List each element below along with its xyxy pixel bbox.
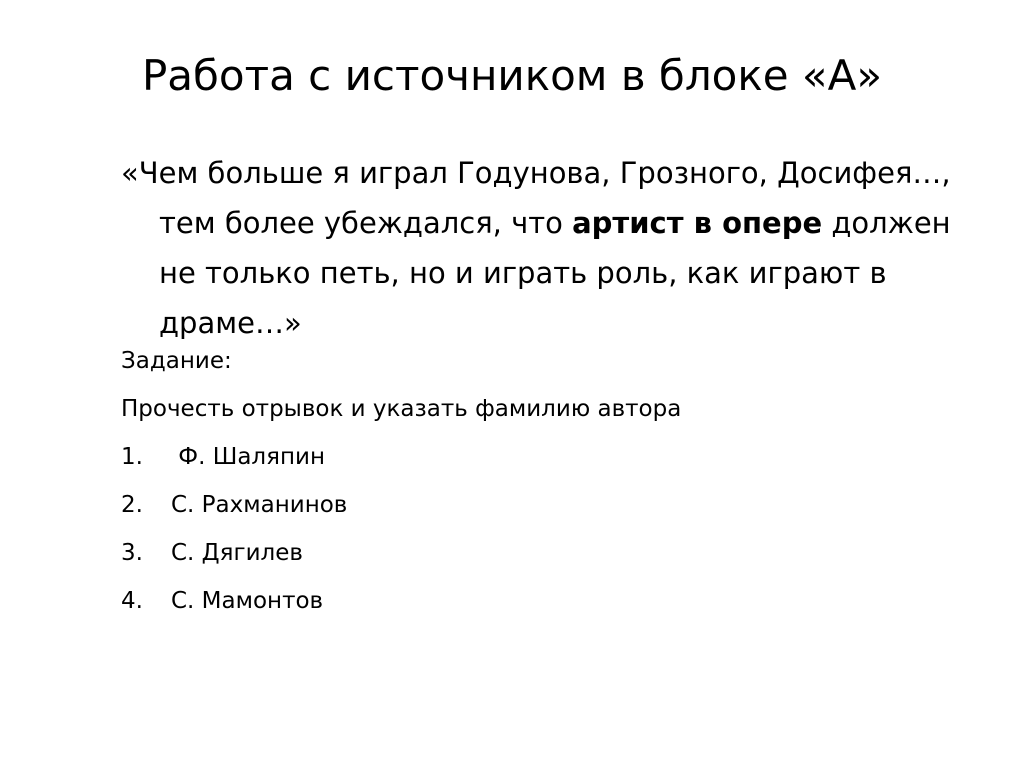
option-number: 2. [121, 492, 143, 518]
option-number: 3. [121, 540, 143, 566]
task-text: Прочесть отрывок и указать фамилию автора [121, 396, 682, 422]
answer-option [121, 586, 981, 616]
quote-bold: артист в опере [572, 206, 823, 240]
task-label: Задание: [121, 348, 232, 374]
option-text: С. Дягилев [171, 540, 303, 566]
quote-text [121, 148, 981, 348]
answer-option [121, 490, 981, 520]
answer-options [121, 442, 981, 616]
answer-option [121, 442, 981, 472]
option-number: 1. [121, 444, 143, 470]
option-text: С. Рахманинов [171, 492, 348, 518]
option-number: 4. [121, 588, 143, 614]
quote-part-1: «Чем больше я играл Годунова, Грозного, Досифея…, тем более убеждался, что [121, 156, 951, 240]
option-text: С. Мамонтов [171, 588, 324, 614]
slide-title: Работа с источником в блоке «А» [141, 51, 883, 100]
slide-content [121, 148, 981, 634]
option-text: Ф. Шаляпин [171, 444, 325, 470]
answer-option [121, 538, 981, 568]
quote-part-2: должен не только петь, но и играть роль, как играют в драме…» [159, 206, 951, 340]
